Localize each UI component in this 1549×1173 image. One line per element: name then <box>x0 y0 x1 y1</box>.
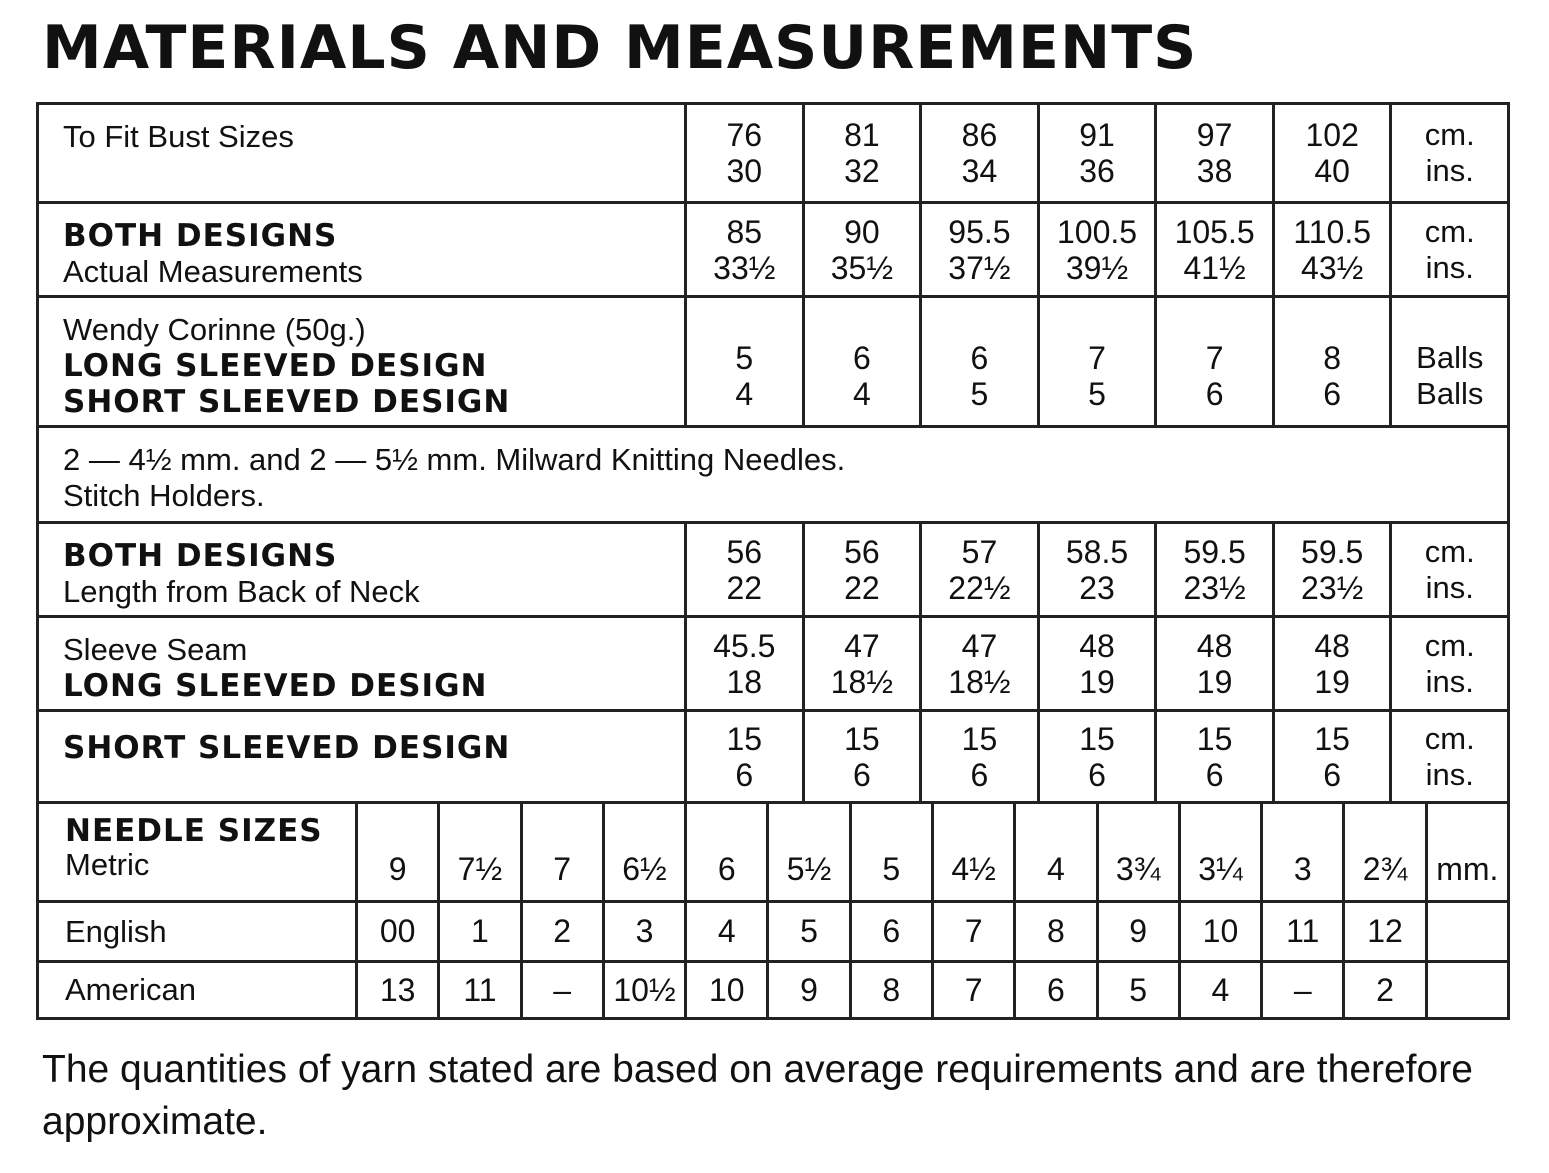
needle-cell: 3¾ <box>1099 804 1181 900</box>
needle-cell: 3¼ <box>1181 804 1263 900</box>
unit-cell: cm. ins. <box>1424 720 1475 792</box>
needle-cell: 12 <box>1345 903 1427 960</box>
value-cell: 8 6 <box>1275 298 1393 425</box>
value-cell: 81 32 <box>805 105 923 201</box>
value-cell: 110.5 43½ <box>1275 204 1393 295</box>
value-cell: 105.5 41½ <box>1157 204 1275 295</box>
needle-cell: 9 <box>1099 903 1181 960</box>
needle-cell: 4 <box>687 903 769 960</box>
needle-cell: 5 <box>1099 963 1181 1017</box>
sleeve-short-row <box>39 709 1507 801</box>
needle-cell: 11 <box>1263 903 1345 960</box>
empty-cell <box>1428 903 1507 960</box>
needle-cell: 2 <box>1345 963 1427 1017</box>
unit-cell: cm. ins. <box>1424 213 1475 285</box>
length-row <box>39 521 1507 615</box>
needle-cell: 11 <box>440 963 522 1017</box>
value-cell: 48 19 <box>1275 618 1393 709</box>
needle-cell: 2¾ <box>1345 804 1427 900</box>
value-cell: 58.5 23 <box>1040 524 1158 615</box>
needle-cell: 7 <box>934 903 1016 960</box>
needle-cell: – <box>1263 963 1345 1017</box>
value-cell: 59.5 23½ <box>1275 524 1393 615</box>
unit-cell: cm. ins. <box>1424 627 1475 699</box>
value-cell: 76 30 <box>687 105 805 201</box>
needle-cell: 5 <box>769 903 851 960</box>
value-cell: 100.5 39½ <box>1040 204 1158 295</box>
needles-note-line: Stitch Holders. <box>63 478 265 513</box>
value-cell: 15 6 <box>687 712 805 801</box>
value-cell: 7 5 <box>1040 298 1158 425</box>
value-cell: 5 4 <box>687 298 805 425</box>
value-cell: 59.5 23½ <box>1157 524 1275 615</box>
american-label: American <box>39 963 358 1017</box>
needle-cell: 9 <box>358 804 440 900</box>
metric-row <box>39 804 1507 900</box>
value-cell: 56 22 <box>805 524 923 615</box>
needle-cell: 6 <box>1016 963 1098 1017</box>
value-cell: 47 18½ <box>805 618 923 709</box>
short-sleeved-heading: SHORT SLEEVED DESIGN <box>63 384 511 420</box>
needle-cell: 5½ <box>769 804 851 900</box>
bust-sizes-row <box>39 105 1507 201</box>
value-cell: 90 35½ <box>805 204 923 295</box>
value-cell: 95.5 37½ <box>922 204 1040 295</box>
needle-cell: 4 <box>1016 804 1098 900</box>
needle-cell: 4½ <box>934 804 1016 900</box>
short-sleeved-heading: SHORT SLEEVED DESIGN <box>63 730 511 766</box>
empty-cell <box>1428 963 1507 1017</box>
needle-sizes-grid <box>39 801 1507 1017</box>
value-cell: 45.5 18 <box>687 618 805 709</box>
needle-cell: 1 <box>440 903 522 960</box>
value-cell: 15 6 <box>805 712 923 801</box>
value-cell: 57 22½ <box>922 524 1040 615</box>
long-sleeved-heading: LONG SLEEVED DESIGN <box>63 668 488 704</box>
needle-cell: 5 <box>852 804 934 900</box>
value-cell: 6 4 <box>805 298 923 425</box>
needle-cell: 6 <box>852 903 934 960</box>
value-cell: 56 22 <box>687 524 805 615</box>
needle-cell: – <box>523 963 605 1017</box>
value-cell: 15 6 <box>1275 712 1393 801</box>
unit-cell: mm. <box>1436 851 1499 887</box>
needle-cell: 9 <box>769 963 851 1017</box>
value-cell: 47 18½ <box>922 618 1040 709</box>
length-label: Length from Back of Neck <box>63 574 420 609</box>
value-cell: 48 19 <box>1040 618 1158 709</box>
needle-cell: 10½ <box>605 963 687 1017</box>
needle-cell: 10 <box>1181 903 1263 960</box>
yarn-row <box>39 295 1507 425</box>
american-row <box>39 960 1507 1017</box>
needle-sizes-heading: NEEDLE SIZES <box>65 813 323 849</box>
needle-cell: 8 <box>852 963 934 1017</box>
value-cell: 48 19 <box>1157 618 1275 709</box>
needle-cell: 00 <box>358 903 440 960</box>
value-cell: 85 33½ <box>687 204 805 295</box>
unit-cell: cm. ins. <box>1424 117 1475 188</box>
value-cell: 15 6 <box>1040 712 1158 801</box>
value-cell: 15 6 <box>1157 712 1275 801</box>
needle-cell: 6½ <box>605 804 687 900</box>
value-cell: 15 6 <box>922 712 1040 801</box>
value-cell: 102 40 <box>1275 105 1393 201</box>
needles-note-line: 2 — 4½ mm. and 2 — 5½ mm. Milward Knitting Needles. <box>63 442 846 477</box>
page-title: MATERIALS AND MEASUREMENTS <box>42 13 1198 83</box>
section-heading: BOTH DESIGNS <box>63 538 338 574</box>
actual-measurements-label: Actual Measurements <box>63 254 363 289</box>
sleeve-seam-label: Sleeve Seam <box>63 632 248 667</box>
needle-cell: 4 <box>1181 963 1263 1017</box>
needle-cell: 2 <box>523 903 605 960</box>
bust-sizes-label: To Fit Bust Sizes <box>63 119 294 154</box>
metric-label: Metric <box>65 847 150 882</box>
needle-cell: 3 <box>1263 804 1345 900</box>
needle-cell: 10 <box>687 963 769 1017</box>
needles-note-row <box>39 425 1507 521</box>
needle-cell: 7 <box>934 963 1016 1017</box>
value-cell: 86 34 <box>922 105 1040 201</box>
value-cell: 6 5 <box>922 298 1040 425</box>
english-label: English <box>39 903 358 960</box>
unit-cell: cm. ins. <box>1424 533 1475 605</box>
needle-cell: 6 <box>687 804 769 900</box>
sleeve-long-row <box>39 615 1507 709</box>
unit-cell: Balls Balls <box>1416 339 1484 411</box>
needle-cell: 7 <box>523 804 605 900</box>
footnote: The quantities of yarn stated are based on average requirements and are therefore approximate. <box>42 1048 1473 1143</box>
needle-cell: 13 <box>358 963 440 1017</box>
needle-cell: 8 <box>1016 903 1098 960</box>
long-sleeved-heading: LONG SLEEVED DESIGN <box>63 348 488 384</box>
needle-cell: 3 <box>605 903 687 960</box>
section-heading: BOTH DESIGNS <box>63 218 338 254</box>
value-cell: 91 36 <box>1040 105 1158 201</box>
english-row <box>39 900 1507 960</box>
value-cell: 7 6 <box>1157 298 1275 425</box>
value-cell: 97 38 <box>1157 105 1275 201</box>
needle-cell: 7½ <box>440 804 522 900</box>
measurements-table <box>36 102 1510 1020</box>
actual-measurements-row <box>39 201 1507 295</box>
yarn-label: Wendy Corinne (50g.) <box>63 312 366 347</box>
